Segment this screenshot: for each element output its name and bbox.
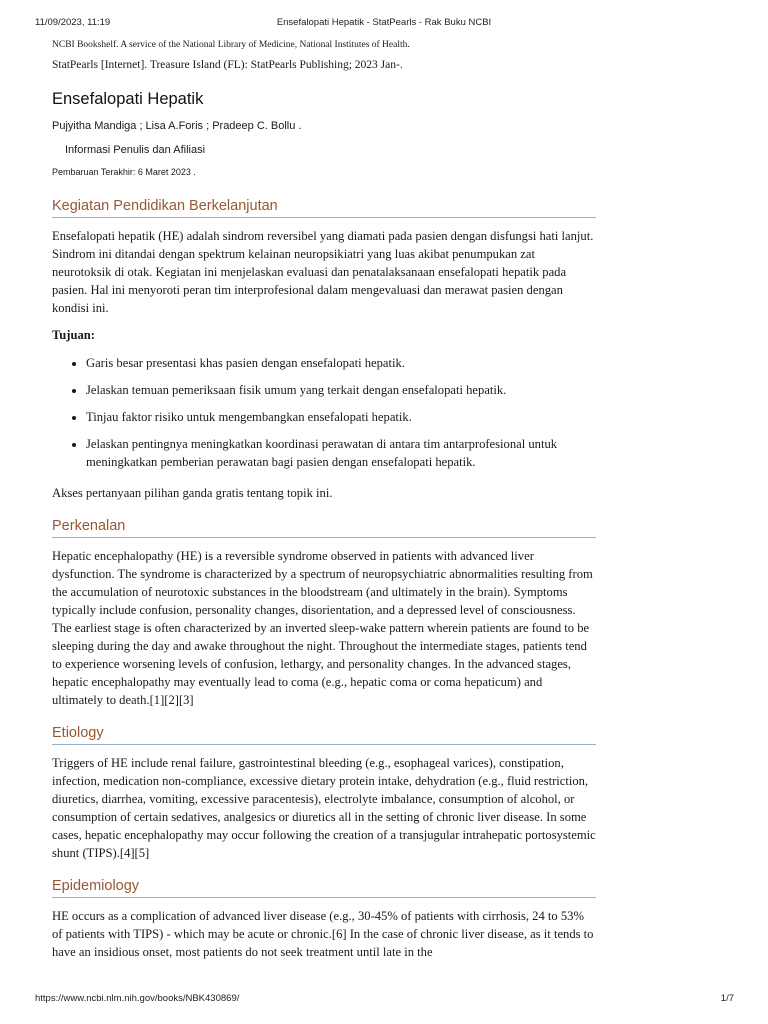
page-number: 1/7 bbox=[720, 993, 734, 1004]
objective-item: • Jelaskan temuan pemeriksaan fisik umum yang terkait dengan ensefalopati hepatik. bbox=[86, 381, 596, 399]
intro-paragraph: Hepatic encephalopathy (HE) is a reversible syndrome observed in patients with advanced liver dysfunction. The syndrome is characterized by a spectrum of neuropsychiatric abnormalities resulting from the accumulation of neurotoxic substances in the bloodstream (and ultimately in the brain). Symptoms typically include confusion, personality changes, disorientation, and a depressed level of consciousness. The earliest stage is often characterized by an inverted sleep-wake pattern wherein patients are found to be sleeping during the day and awake throughout the night. Throughout the intermediate stages, patients tend to experience worsening levels of confusion, lethargy, and personality changes. In the advanced stages, hepatic encephalopathy may eventually lead to coma (e.g., hepatic coma or coma hepaticum) and ultimately to death.[1][2][3] bbox=[52, 549, 593, 707]
section-intro bbox=[52, 516, 596, 709]
section-cme bbox=[52, 196, 596, 502]
print-datetime: 11/09/2023, 11:19 bbox=[35, 17, 111, 28]
objective-item: • Tinjau faktor risiko untuk mengembangkan ensefalopati hepatik. bbox=[86, 408, 596, 426]
objective-item: • Garis besar presentasi khas pasien dengan ensefalopati hepatik. bbox=[86, 354, 596, 372]
authors[interactable]: Pujyitha Mandiga ; Lisa A.Foris ; Pradeep C. Bollu . bbox=[52, 120, 302, 132]
objectives-label: Tujuan: bbox=[52, 328, 95, 342]
page-title: Ensefalopati Hepatik bbox=[52, 90, 204, 108]
section-epidemiology bbox=[52, 876, 596, 961]
cme-paragraph: Ensefalopati hepatik (HE) adalah sindrom reversibel yang diamati pada pasien dengan disfungsi hati lanjut. Sindrom ini ditandai dengan spektrum kelainan neuropsikiatri yang luas akibat penumpukan zat neurotoksik di otak. Kegiatan ini menjelaskan evaluasi dan penatalaksanaan ensefalopati hepatik pada pasien. Hal ini menyoroti peran tim interprofesional dalam mengevaluasi dan merawat pasien dengan kondisi ini. bbox=[52, 229, 594, 315]
print-url: https://www.ncbi.nlm.nih.gov/books/NBK430869/ bbox=[35, 993, 240, 1004]
author-info-link[interactable]: Informasi Penulis dan Afiliasi bbox=[65, 144, 206, 156]
epidemiology-paragraph: HE occurs as a complication of advanced liver disease (e.g., 30-45% of patients with cirrhosis, 24 to 53% of patients with TIPS) - which may be acute or chronic.[6] In the case of chronic liver disease, as it tends to have an insidious onset, most patients do not seek treatment until late in the bbox=[52, 909, 594, 959]
bookshelf-notice: NCBI Bookshelf. A service of the National Library of Medicine, National Institutes of Health. bbox=[52, 40, 410, 50]
citation: StatPearls [Internet]. Treasure Island (FL): StatPearls Publishing; 2023 Jan-. bbox=[52, 59, 403, 71]
print-page-title: Ensefalopati Hepatik - StatPearls - Rak Buku NCBI bbox=[276, 17, 492, 28]
print-header bbox=[0, 17, 768, 31]
objective-item: • Jelaskan pentingnya meningkatkan koordinasi perawatan di antara tim antarprofesional untuk meningkatkan pemberian perawatan bagi pasien dengan ensefalopati hepatik. bbox=[86, 435, 596, 471]
questions-link[interactable]: Akses pertanyaan pilihan ganda gratis tentang topik ini. bbox=[52, 486, 333, 500]
section-heading-cme: Kegiatan Pendidikan Berkelanjutan bbox=[52, 196, 596, 218]
section-heading-intro: Perkenalan bbox=[52, 516, 596, 538]
section-etiology bbox=[52, 723, 596, 862]
section-heading-etiology: Etiology bbox=[52, 723, 596, 745]
document-content bbox=[52, 38, 596, 961]
etiology-paragraph: Triggers of HE include renal failure, gastrointestinal bleeding (e.g., esophageal varices), constipation, infection, medication non-compliance, excessive dietary protein intake, dehydration (e.g., fluid restriction, diuretics, diarrhea, vomiting, excessive paracentesis), electrolyte imbalance, consumption of alcohol, or consumption of certain sedatives, analgesics or diuretics all in the setting of chronic liver disease. In some cases, hepatic encephalopathy may occur following the creation of a transjugular intrahepatic portosystemic shunt (TIPS).[4][5] bbox=[52, 756, 596, 860]
objectives-list bbox=[52, 354, 596, 471]
print-footer bbox=[0, 993, 768, 1007]
last-update: Pembaruan Terakhir: 6 Maret 2023 . bbox=[52, 167, 196, 177]
section-heading-epidemiology: Epidemiology bbox=[52, 876, 596, 898]
